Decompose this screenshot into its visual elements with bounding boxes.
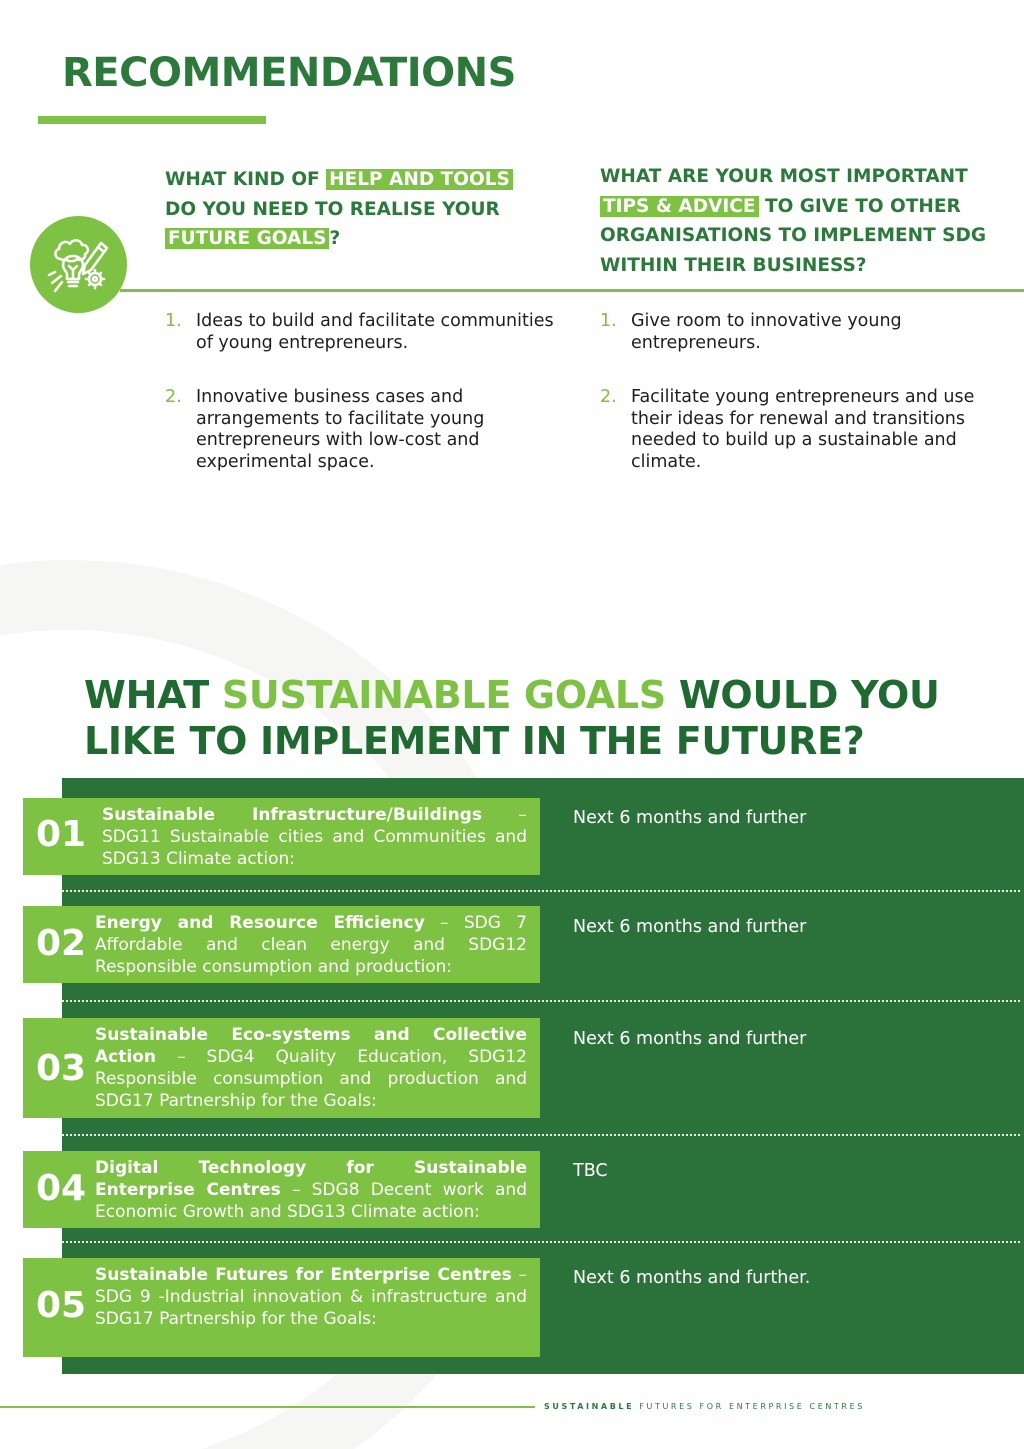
list-number: 1. xyxy=(600,311,617,331)
question-right-post: TO GIVE TO OTHER ORGANISATIONS TO IMPLEMENT SDG WITHIN THEIR BUSINESS? xyxy=(600,195,987,276)
goal-description xyxy=(95,1264,527,1330)
goal-title: Sustainable Eco-systems and Collective Action xyxy=(95,1025,527,1067)
dotted-separator xyxy=(62,1000,1020,1002)
goal-description xyxy=(95,1157,527,1223)
tips-advice-answer-list xyxy=(600,311,1000,473)
list-text: Facilitate young entrepreneurs and use their ideas for renewal and transitions needed to build up a sustainable and climate. xyxy=(631,387,975,472)
goal-detail: – SDG 7 Affordable and clean energy and SDG12 Responsible consumption and production: xyxy=(95,913,527,977)
goal-number: 05 xyxy=(36,1285,87,1326)
ideas-illustration-icon xyxy=(43,229,114,300)
goal-title: Sustainable Futures for Enterprise Centres xyxy=(95,1265,512,1285)
list-item xyxy=(165,311,555,354)
list-number: 1. xyxy=(165,311,182,331)
highlight-future-goals: FUTURE GOALS xyxy=(165,228,329,249)
goal-timeline-02: Next 6 months and further xyxy=(573,917,807,937)
dotted-separator xyxy=(62,890,1020,892)
goal-number: 01 xyxy=(36,814,87,855)
highlight-tips-advice: TIPS & ADVICE xyxy=(600,196,759,217)
goal-number: 04 xyxy=(36,1168,87,1209)
goal-timeline-03: Next 6 months and further xyxy=(573,1029,807,1049)
goal-timeline-04: TBC xyxy=(573,1161,608,1181)
goal-card-02 xyxy=(23,906,540,983)
goal-number: 03 xyxy=(36,1048,87,1089)
goal-description xyxy=(102,804,527,870)
goal-card-03 xyxy=(23,1018,540,1118)
help-tools-answer-list xyxy=(165,311,555,473)
footer-brand-rest: FUTURES FOR ENTERPRISE CENTRES xyxy=(634,1402,865,1411)
question-left-post: ? xyxy=(329,228,341,249)
section-divider xyxy=(120,289,1024,292)
list-text: Give room to innovative young entrepreneurs. xyxy=(631,311,902,353)
goal-timeline-01: Next 6 months and further xyxy=(573,808,807,828)
goal-detail: – SDG 9 -Industrial innovation & infrastructure and SDG17 Partnership for the Goals: xyxy=(95,1265,527,1329)
page-title: RECOMMENDATIONS xyxy=(62,50,516,96)
goal-timeline-05: Next 6 months and further. xyxy=(573,1268,811,1288)
goal-description xyxy=(95,912,527,978)
goal-card-05 xyxy=(23,1258,540,1357)
goal-description xyxy=(95,1024,527,1112)
goals-heading xyxy=(84,672,984,764)
goal-card-01 xyxy=(23,798,540,875)
question-help-and-tools xyxy=(165,165,525,254)
title-underline xyxy=(38,116,266,124)
goal-detail: – SDG4 Quality Education, SDG12 Responsible consumption and production and SDG17 Partnership for the Goals: xyxy=(95,1047,527,1111)
list-text: Innovative business cases and arrangements to facilitate young entrepreneurs with low-cost and experimental space. xyxy=(196,387,485,472)
goal-title: Sustainable Infrastructure/Buildings xyxy=(102,805,482,825)
list-item xyxy=(600,311,1000,354)
goals-title-highlight: SUSTAINABLE GOALS xyxy=(221,673,666,717)
list-item xyxy=(600,387,1000,473)
goals-title-part1: WHAT xyxy=(84,673,222,717)
highlight-help-and-tools: HELP AND TOOLS xyxy=(326,169,513,190)
question-tips-and-advice xyxy=(600,162,1010,280)
list-text: Ideas to build and facilitate communities of young entrepreneurs. xyxy=(196,311,554,353)
goal-detail: – SDG8 Decent work and Economic Growth and SDG13 Climate action: xyxy=(95,1180,527,1222)
goal-title: Energy and Resource Efficiency xyxy=(95,913,425,933)
goal-detail: – SDG11 Sustainable cities and Communities and SDG13 Climate action: xyxy=(102,805,527,869)
dotted-separator xyxy=(62,1241,1020,1243)
creative-ideas-icon xyxy=(30,216,127,313)
goal-title: Digital Technology for Sustainable Enterprise Centres xyxy=(95,1158,527,1200)
goal-card-04 xyxy=(23,1151,540,1228)
list-item xyxy=(165,387,555,473)
footer-line xyxy=(0,1406,535,1408)
list-number: 2. xyxy=(165,387,182,407)
question-left-pre: WHAT KIND OF xyxy=(165,169,327,190)
footer-brand xyxy=(544,1402,865,1411)
goals-title-part2: WOULD YOU LIKE TO IMPLEMENT IN THE FUTURE? xyxy=(84,673,940,763)
dotted-separator xyxy=(62,1134,1020,1136)
list-number: 2. xyxy=(600,387,617,407)
footer-brand-bold: SUSTAINABLE xyxy=(544,1402,635,1411)
question-left-mid: DO YOU NEED TO REALISE YOUR xyxy=(165,198,500,220)
question-right-line1: WHAT ARE YOUR MOST IMPORTANT xyxy=(600,166,968,187)
goal-number: 02 xyxy=(36,923,87,964)
